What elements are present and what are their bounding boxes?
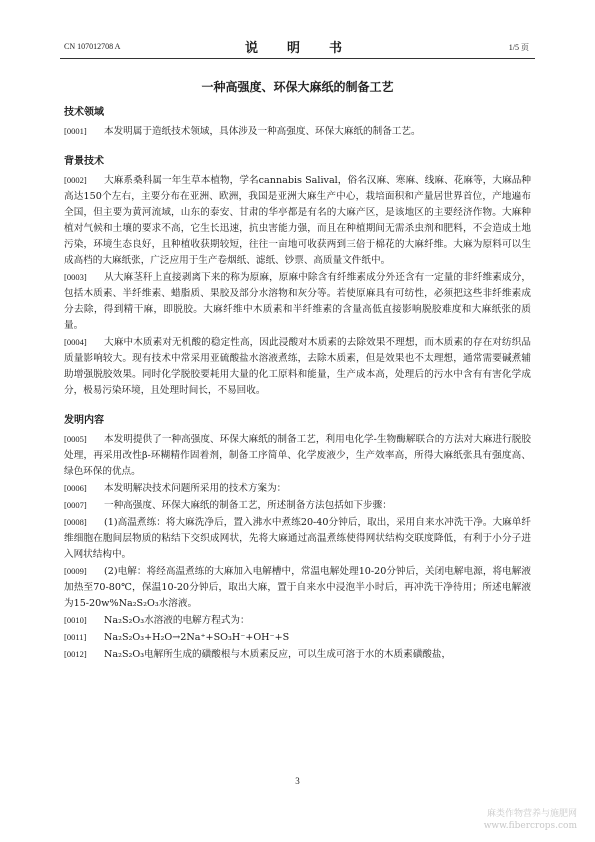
paragraph-text: 本发明属于造纸技术领域，具体涉及一种高强度、环保大麻纸的制备工艺。: [104, 126, 421, 137]
page-number: 3: [295, 776, 300, 786]
paragraph: [64, 269, 531, 334]
paragraph: [64, 172, 531, 269]
page-header: [60, 36, 535, 60]
paragraph-text: (2)电解：将经高温煮练的大麻加入电解槽中，常温电解处理10-20分钟后，关闭电解电源，将电解液加热至70-80℃，保温10-20分钟后，取出大麻，置于自来水中浸泡半小时后，再冲洗干净待用；所述电解液为15-20w%Na₂S₂O₃水溶液。: [64, 566, 531, 609]
paragraph-number: [0012]: [64, 649, 87, 659]
paragraph-text: (1)高温煮练：将大麻洗净后，置入沸水中煮练20-40分钟后，取出，采用自来水冲洗干净。大麻单纤维细胞在胞间层物质的粘结下交织成网状，先将大麻通过高温煮练使得网状结构交联度降低，有利于小分子进入网状结构中。: [64, 517, 531, 560]
paragraph: [64, 497, 531, 514]
page-indicator: 1/5 页: [508, 43, 529, 52]
document-type: 说 明 书: [244, 41, 350, 56]
document-title: 一种高强度、环保大麻纸的制备工艺: [201, 80, 394, 94]
paragraph-number: [0009]: [64, 566, 87, 576]
paragraph: [64, 123, 531, 140]
paragraph: [64, 514, 531, 563]
paragraph: [64, 480, 531, 497]
paragraph-number: [0007]: [64, 500, 87, 510]
paragraph-number: [0005]: [64, 434, 87, 444]
paragraph-number: [0008]: [64, 517, 87, 527]
paragraph-number: [0002]: [64, 175, 87, 185]
paragraph: [64, 629, 531, 646]
paragraph-number: [0006]: [64, 483, 87, 493]
paragraph-number: [0001]: [64, 126, 87, 136]
paragraph-text: 从大麻茎秆上直接剥离下来的称为原麻，原麻中除含有纤维素成分外还含有一定量的非纤维素成分，包括木质素、半纤维素、蜡脂质、果胶及部分水溶物和灰分等。若使原麻具有可纺性，必须把这些非纤维素成分去除，得到精干麻，即脱胶。大麻纤维中木质素和半纤维素的含量高低直接影响脱胶难度和大麻纸张的质量。: [64, 272, 531, 331]
section-heading: 技术领域: [64, 107, 104, 118]
watermark: [484, 808, 577, 832]
watermark-url: www.fibercrops.com: [483, 821, 577, 831]
paragraph-number: [0004]: [64, 337, 87, 347]
section-heading: 发明内容: [64, 415, 104, 426]
paragraph-text: Na₂S₂O₃水溶液的电解方程式为：: [104, 615, 250, 626]
paragraph-text: 大麻系桑科属一年生草本植物，学名cannabis Salival，俗名汉麻、寒麻、线麻、花麻等，大麻品种高达150个左右，主要分布在亚洲、欧洲，我国是亚洲大麻生产中心，栽培面积和产量居世界首位，产地遍布全国，但主要为黄河流域，山东的泰安、甘肃的华亭都是有名的大麻产区，是该地区的主要经济作物。大麻种植对气候和土壤的要求不高，它生长迅速，抗虫害能力强，而且在种植期间无需杀虫剂和肥料，不会造成土地污染，环境生态良好，且种植收获期较短，往往一亩地可收获两到三倍于棉花的大麻纤维。大麻为原料可以生成高档的大麻纸张，广泛应用于生产卷烟纸、滤纸、钞票、高质量文件纸中。: [64, 175, 531, 266]
paragraph-number: [0003]: [64, 272, 87, 282]
watermark-line-1: 麻类作物营养与施肥网: [486, 809, 577, 819]
paragraph: [64, 334, 531, 399]
header-divider: [60, 58, 535, 59]
paragraph-text: 本发明提供了一种高强度、环保大麻纸的制备工艺，利用电化学-生物酶解联合的方法对大麻进行脱胶处理，再采用改性β-环糊精作固着剂，制备工序简单、化学废液少，生产效率高，所得大麻纸张具有强度高、绿色环保的优点。: [64, 434, 531, 477]
paragraph: [64, 563, 531, 612]
patent-number: CN 107012708 A: [64, 42, 121, 51]
paragraph-text: Na₂S₂O₃+H₂O→2Na⁺+SO₃H⁻+OH⁻+S: [104, 632, 290, 643]
paragraph: [64, 646, 531, 663]
paragraph-text: Na₂S₂O₃电解所生成的磺酸根与木质素反应，可以生成可溶于水的木质素磺酸盐，: [104, 649, 452, 660]
paragraph-text: 本发明解决技术问题所采用的技术方案为：: [104, 483, 287, 494]
paragraph-number: [0010]: [64, 615, 87, 625]
paragraph-text: 大麻中木质素对无机酸的稳定性高，因此浸酸对木质素的去除效果不理想，而木质素的存在对纺织品质量影响较大。现有技术中常采用亚硫酸盐水溶液煮练，去除木质素，但是效果也不太理想，通常需要碱煮辅助增强脱胶效果。同时化学脱胶要耗用大量的化工原料和能量，生产成本高，处理后的污水中含有有害化学成分，极易污染环境，且处理时间长，不易回收。: [64, 337, 531, 396]
section-heading: 背景技术: [64, 156, 104, 167]
paragraph: [64, 431, 531, 480]
paragraph-text: 一种高强度、环保大麻纸的制备工艺，所述制备方法包括如下步骤：: [104, 500, 392, 511]
document-body: [64, 105, 531, 663]
paragraph-number: [0011]: [64, 632, 87, 642]
paragraph: [64, 612, 531, 629]
